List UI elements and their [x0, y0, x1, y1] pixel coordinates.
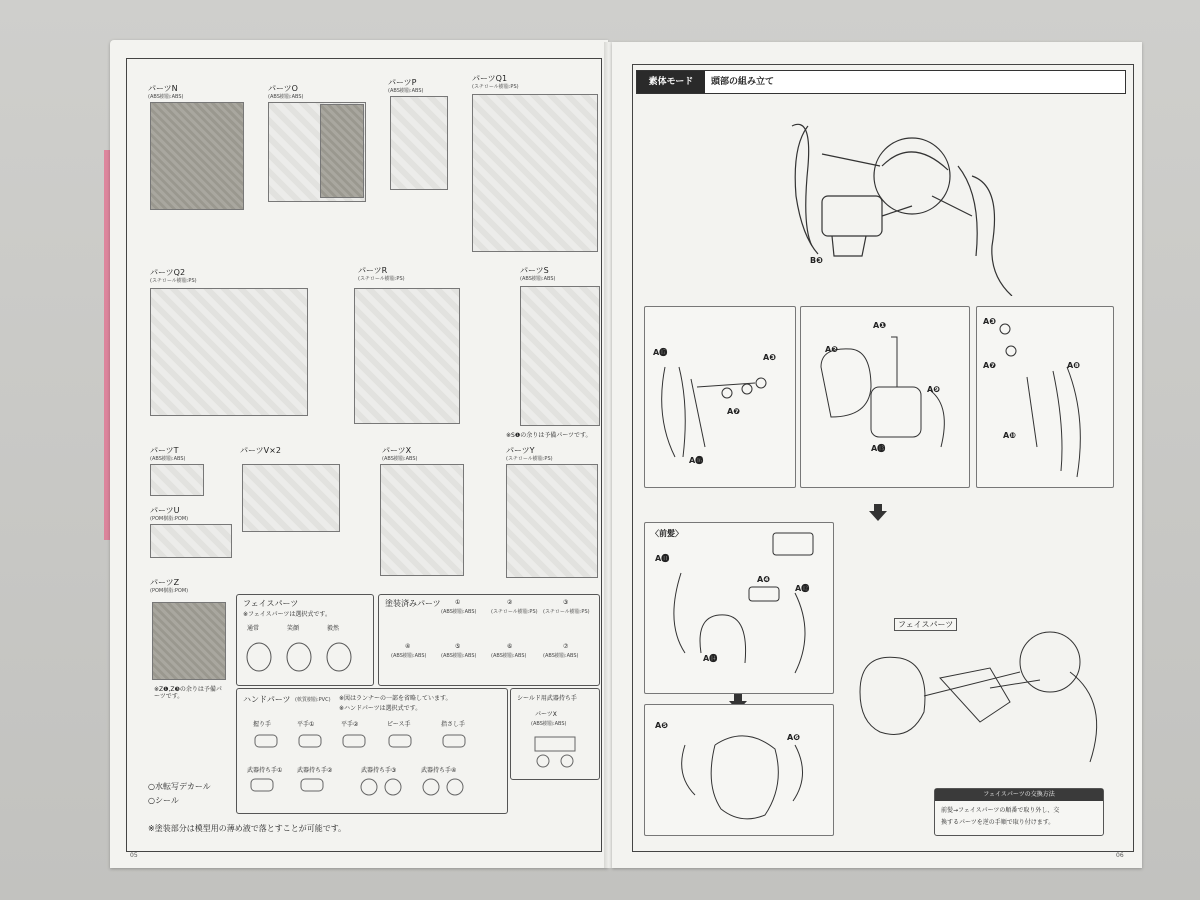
face-option-normal: 通常 [247, 625, 260, 632]
front-hair-panel [644, 522, 834, 694]
runner-p [390, 96, 448, 190]
part-label-q2: パーツQ2 [150, 268, 186, 277]
head-assembly-illustration [762, 106, 1042, 296]
callout-a6: A❻ [787, 733, 800, 742]
callout-a7: A❼ [727, 407, 740, 416]
shield-hand-title: シールド用武器持ち手 [517, 695, 577, 702]
face-exchange-text1: 前髪→フェイスパーツの順番で取り外し、交 [941, 807, 1060, 814]
face-swap-illustration [840, 602, 1130, 772]
painted-item-7: ⑦ [563, 643, 569, 650]
panel-middle-illustration [801, 307, 969, 487]
sticker-label: ○シール [148, 796, 179, 805]
page-number-left: 05 [130, 852, 138, 859]
hand-parts-box [236, 688, 508, 814]
runner-n [150, 102, 244, 210]
part-label-o: パーツO [268, 84, 298, 93]
hand-parts-note1: ※図はランナーの一部を省略しています。 [339, 695, 452, 702]
part-material-q1: (スチロール樹脂:PS) [472, 84, 519, 90]
part-label-y: パーツY [506, 446, 535, 455]
hand-weapon3-label: 武器持ち手③ [361, 767, 397, 774]
callout-b3: B❸ [810, 256, 823, 265]
painted-parts-title: 塗装済みパーツ [385, 599, 441, 608]
part-material-t: (ABS樹脂:ABS) [150, 456, 186, 462]
left-page [110, 40, 608, 868]
runner-u [150, 524, 232, 558]
painted-material-3: (スチロール樹脂:PS) [543, 609, 590, 615]
part-material-s: (ABS樹脂:ABS) [520, 276, 556, 282]
face-option-smile: 笑顔 [287, 625, 300, 632]
hand-flat2-label: 平手② [341, 721, 359, 728]
painted-material-4: (ABS樹脂:ABS) [391, 653, 427, 659]
front-hair-assembled-illustration [645, 705, 833, 835]
face-parts-box [236, 594, 374, 686]
callout-a1: A❶ [873, 321, 886, 330]
panel-right-illustration [977, 307, 1113, 487]
painted-item-5: ⑤ [455, 643, 461, 650]
panel-left [644, 306, 796, 488]
hand-weapon4-label: 武器持ち手④ [421, 767, 457, 774]
part-label-p: パーツP [388, 78, 417, 87]
callout-a3b: A❸ [983, 317, 996, 326]
part-label-x: パーツX [382, 446, 412, 455]
part-material-r: (スチロール樹脂:PS) [358, 276, 405, 282]
front-hair-title: 〈前髪〉 [651, 529, 683, 538]
callout-a10: A❿ [1003, 431, 1016, 440]
front-hair-illustration [645, 523, 833, 693]
z-note: ※Z❶,Z❸の余りは予備パーツです。 [154, 686, 222, 700]
part-label-n: パーツN [148, 84, 178, 93]
runner-r [354, 288, 460, 424]
step-arrow-stem-2 [734, 694, 742, 701]
hand-weapon1-label: 武器持ち手① [247, 767, 283, 774]
part-label-q1: パーツQ1 [472, 74, 508, 83]
runner-q2 [150, 288, 308, 416]
runner-o-dark [320, 104, 364, 198]
shield-hand-box [510, 688, 600, 780]
panel-left-illustration [645, 307, 795, 487]
painted-material-6: (ABS樹脂:ABS) [491, 653, 527, 659]
face-parts-label: フェイスパーツ [894, 618, 957, 631]
step-arrow-icon [869, 511, 887, 521]
hand-parts-material: (軟質樹脂:PVC) [295, 697, 331, 703]
hand-flat1-label: 平手① [297, 721, 315, 728]
callout-a8: A❽ [1067, 361, 1080, 370]
callout-a5: A❺ [655, 721, 668, 730]
header-mode: 素体モード [637, 71, 705, 93]
callout-a7b: A❼ [983, 361, 996, 370]
section-header [636, 70, 1126, 94]
part-material-x: (ABS樹脂:ABS) [382, 456, 418, 462]
runner-z [152, 602, 226, 680]
painted-material-7: (ABS樹脂:ABS) [543, 653, 579, 659]
face-exchange-title: フェイスパーツの交換方法 [935, 789, 1103, 801]
face-parts-title: フェイスパーツ [243, 599, 299, 608]
panel-middle [800, 306, 970, 488]
callout-a16: A⓰ [689, 456, 704, 465]
hand-parts-title: ハンドパーツ [243, 695, 291, 704]
runner-t [150, 464, 204, 496]
painted-item-3: ③ [563, 599, 569, 606]
painted-material-2: (スチロール樹脂:PS) [491, 609, 538, 615]
painted-item-2: ② [507, 599, 513, 606]
face-parts-illustration [237, 635, 373, 681]
painted-item-4: ④ [405, 643, 411, 650]
right-page [612, 42, 1142, 868]
runner-x [380, 464, 464, 576]
part-material-z: (POM樹脂:POM) [150, 588, 189, 594]
face-parts-note: ※フェイスパーツは選択式です。 [243, 611, 331, 618]
face-exchange-box [934, 788, 1104, 836]
painted-item-6: ⑥ [507, 643, 513, 650]
part-material-q2: (スチロール樹脂:PS) [150, 278, 197, 284]
header-title: 頭部の組み立て [711, 77, 775, 87]
page-number-right: 06 [1116, 852, 1124, 859]
part-label-r: パーツR [358, 266, 388, 275]
shield-hand-material: (ABS樹脂:ABS) [531, 721, 567, 727]
callout-a17: A⓱ [653, 348, 668, 357]
part-material-p: (ABS樹脂:ABS) [388, 88, 424, 94]
step-arrow-stem [874, 504, 882, 511]
front-hair-assembled-panel [644, 704, 834, 836]
part-label-t: パーツT [150, 446, 179, 455]
part-label-u: パーツU [150, 506, 180, 515]
s-note: ※S❶の余りは予備パーツです。 [506, 432, 592, 439]
callout-a12: A⓬ [795, 584, 810, 593]
callout-a11: A⓫ [655, 554, 670, 563]
hand-weapon2-label: 武器持ち手② [297, 767, 333, 774]
runner-y [506, 464, 598, 578]
part-label-z: パーツZ [150, 578, 180, 587]
part-material-n: (ABS樹脂:ABS) [148, 94, 184, 100]
shield-hand-illustration [531, 733, 581, 773]
callout-a3: A❸ [763, 353, 776, 362]
painted-material-5: (ABS樹脂:ABS) [441, 653, 477, 659]
footer-note: ※塗装部分は模型用の薄め液で落とすことが可能です。 [148, 824, 347, 833]
part-material-u: (POM樹脂:POM) [150, 516, 189, 522]
painted-material-1: (ABS樹脂:ABS) [441, 609, 477, 615]
part-label-v: パーツV×2 [240, 446, 281, 455]
part-material-o: (ABS樹脂:ABS) [268, 94, 304, 100]
callout-a2: A❷ [825, 345, 838, 354]
face-exchange-text2: 換するパーツを逆の手順で取り付けます。 [941, 819, 1055, 826]
painted-item-1: ① [455, 599, 461, 606]
panel-right [976, 306, 1114, 488]
face-option-resolute: 毅然 [327, 625, 340, 632]
shield-hand-part: パーツX [535, 711, 557, 718]
callout-a14: A⓮ [703, 654, 718, 663]
callout-a13: A⓭ [871, 444, 886, 453]
runner-v [242, 464, 340, 532]
callout-a4: A❹ [757, 575, 770, 584]
runner-s [520, 286, 600, 426]
hand-point-label: 指さし手 [441, 721, 466, 728]
hand-parts-illustration [237, 731, 507, 811]
hand-peace-label: ピース手 [387, 721, 411, 728]
part-label-s: パーツS [520, 266, 549, 275]
runner-q1 [472, 94, 598, 252]
decal-label: ○水転写デカール [148, 782, 211, 791]
callout-a9: A❾ [927, 385, 940, 394]
hand-grip-label: 握り手 [253, 721, 272, 728]
part-material-y: (スチロール樹脂:PS) [506, 456, 553, 462]
painted-parts-box [378, 594, 600, 686]
hand-parts-note2: ※ハンドパーツは選択式です。 [339, 705, 422, 712]
